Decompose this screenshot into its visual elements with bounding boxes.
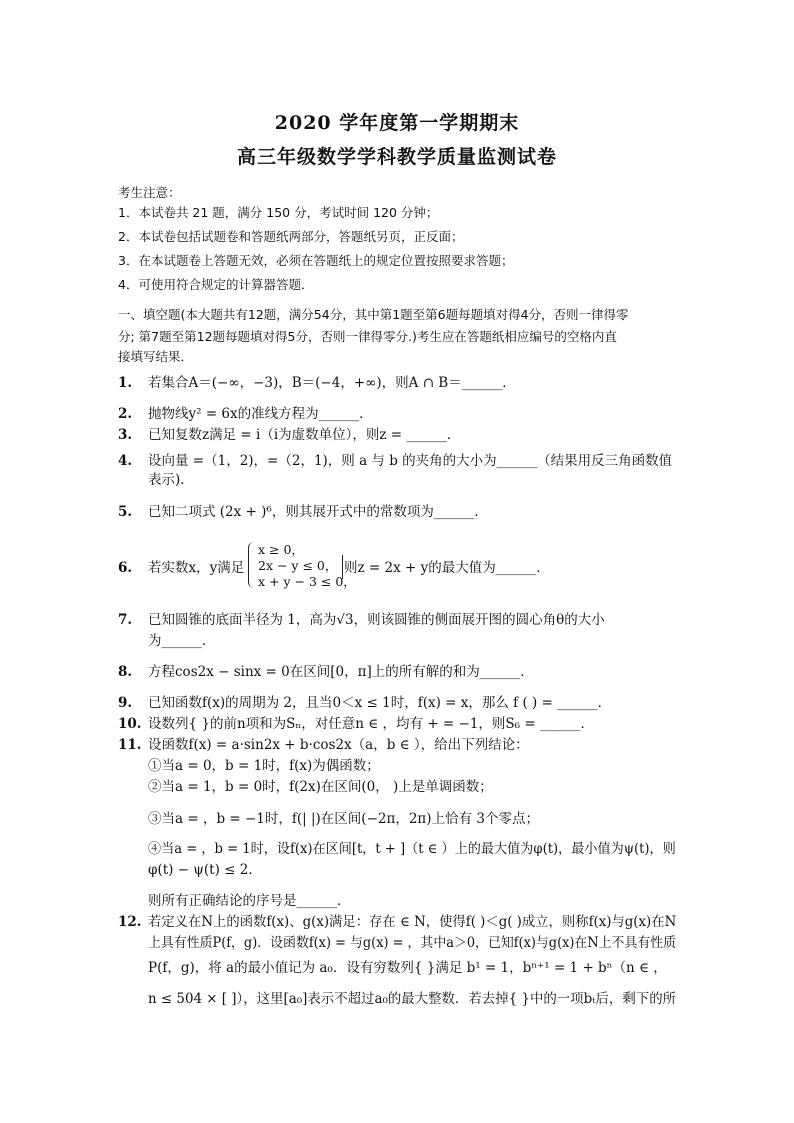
question-12-line3: P(f，g)，将 a的最小值记为 a₀．设有穷数列{ }满足 b¹ = 1，bⁿ⁺¹ = 1 + bⁿ（n ∈ ， xyxy=(148,960,667,976)
question-11-conclusion-1: ①当a = 0，b = 1时，f(x)为偶函数； xyxy=(148,758,380,774)
question-10-text: 设数列{ }的前n项和为Sₙ，对任意n ∈ ，均有 + = −1，则S₆ = ______． xyxy=(148,716,594,732)
question-6-constraint-3: x + y − 3 ≤ 0， xyxy=(258,574,356,589)
question-4-line2: 表示)． xyxy=(148,472,194,488)
question-5-number: 5. xyxy=(118,504,133,520)
section1-instructions-line1: 一、填空题(本大题共有12题，满分54分，其中第1题至第6题每题填对得4分，否则一律得零 xyxy=(118,307,629,322)
question-3-text: 已知复数z满足 = i（i为虚数单位），则z = ______． xyxy=(148,427,461,443)
question-11-conclusion-2: ②当a = 1，b = 0时，f(2x)在区间(0， )上是单调函数； xyxy=(148,779,493,795)
question-11-number: 11. xyxy=(118,737,142,753)
question-10-number: 10. xyxy=(118,716,142,732)
question-5-text: 已知二项式 (2x + )⁶，则其展开式中的常数项为______． xyxy=(148,504,488,520)
question-6-prefix: 若实数x，y满足 xyxy=(148,560,245,576)
question-9-number: 9. xyxy=(118,695,133,711)
question-11-conclusion-4b: φ(t) − ψ(t) ≤ 2． xyxy=(148,862,262,878)
question-6-suffix: 则z = 2x + y的最大值为______． xyxy=(344,560,550,576)
system-right-bar xyxy=(338,555,343,579)
question-9-text: 已知函数f(x)的周期为 2，且当0＜x ≤ 1时，f(x) = x，那么 f ( ) = ______． xyxy=(148,695,612,711)
question-2-number: 2. xyxy=(118,406,133,422)
question-1-number: 1. xyxy=(118,375,133,391)
question-6-constraint-1: x ≥ 0， xyxy=(258,542,304,557)
question-7-number: 7. xyxy=(118,612,133,628)
question-7-line2: 为______． xyxy=(148,633,216,649)
question-3-number: 3. xyxy=(118,427,133,443)
notice-item-3: 3．在本试题卷上答题无效，必须在答题纸上的规定位置按照要求答题； xyxy=(118,253,514,268)
question-2-text: 抛物线y² = 6x的准线方程为______． xyxy=(148,406,373,422)
question-12-number: 12. xyxy=(118,914,142,930)
section1-instructions-line2: 分; 第7题至第12题每题填对得5分，否则一律得零分.)考生应在答题纸相应编号的空格内直 xyxy=(118,329,617,344)
question-11-conclusion-4a: ④当a = ，b = 1时，设f(x)在区间[t，t + ]（t ∈ ）上的最大值为φ(t)，最小值为ψ(t)，则 xyxy=(148,841,676,857)
question-4-number: 4. xyxy=(118,453,133,469)
question-11-text: 设函数f(x) = a·sin2x + b·cos2x（a，b ∈ ），给出下列结论： xyxy=(148,737,529,753)
question-7-line1: 已知圆锥的底面半径为 1，高为√3，则该圆锥的侧面展开图的圆心角θ的大小 xyxy=(148,612,605,628)
notice-item-1: 1．本试卷共 21 题，满分 150 分，考试时间 120 分钟； xyxy=(118,205,439,220)
question-8-text: 方程cos2x − sinx = 0在区间[0，π]上的所有解的和为______． xyxy=(148,664,534,680)
section1-instructions-line3: 接填写结果． xyxy=(118,349,194,364)
question-11-conclusion-3: ③当a = ，b = −1时，f(| |)在区间(−2π，2π)上恰有 3个零点； xyxy=(148,811,539,827)
question-11-ending: 则所有正确结论的序号是______． xyxy=(148,893,351,909)
question-12-line4: n ≤ 504 × [ ]），这里[a₀]表示不超过a₀的最大整数．若去掉{ }中的一项bₜ后，剩下的所 xyxy=(148,991,677,1007)
question-12-line1: 若定义在N上的函数f(x)、g(x)满足：存在 ∈ N，使得f( )＜g( )成立，则称f(x)与g(x)在N xyxy=(148,914,677,930)
exam-title-subject: 高三年级数学学科教学质量监测试卷 xyxy=(236,146,557,168)
question-4-line1: 设向量 =（1，2)，=（2，1)，则 a 与 b 的夹角的大小为______（结果用反三角函数值 xyxy=(148,453,673,469)
question-6-constraint-2: 2x − y ≤ 0， xyxy=(258,558,338,573)
question-12-line2: 上具有性质P(f，g)．设函数f(x) = 与g(x) = ，其中a＞0，已知f(x)与g(x)在N上不具有性质 xyxy=(148,935,677,951)
question-1-text: 若集合A＝(−∞，−3)，B＝(−4，+∞)，则A ∩ B＝______． xyxy=(148,375,516,391)
notice-item-2: 2．本试卷包括试题卷和答题纸两部分，答题纸另页，正反面； xyxy=(118,229,464,244)
notice-item-4: 4．可使用符合规定的计算器答题． xyxy=(118,277,314,292)
question-6-number: 6. xyxy=(118,560,133,576)
question-8-number: 8. xyxy=(118,664,133,680)
exam-title-year: 2020 学年度第一学期期末 xyxy=(274,112,520,134)
notice-heading: 考生注意： xyxy=(118,185,181,200)
